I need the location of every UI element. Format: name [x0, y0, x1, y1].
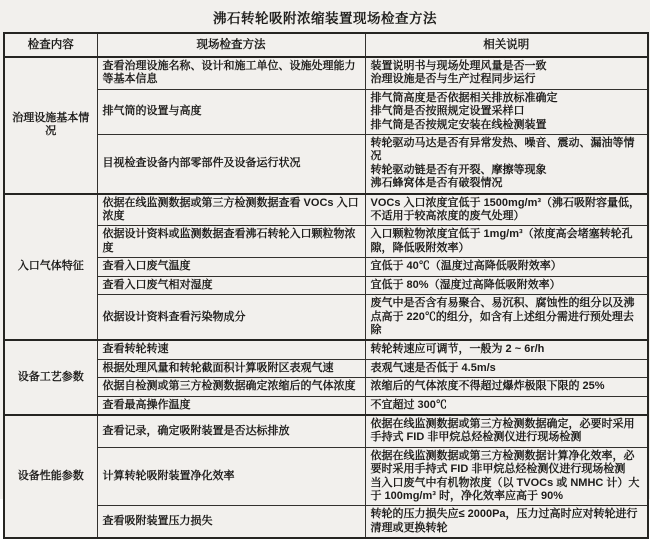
method-cell: 排气筒的设置与高度: [97, 89, 365, 134]
method-cell: 查看入口废气温度: [97, 258, 365, 276]
column-header-inspection-content: 检查内容: [4, 33, 97, 57]
table-row: [4, 57, 648, 89]
table-row: [4, 415, 648, 447]
column-header-related-notes: 相关说明: [365, 33, 648, 57]
note-line: 宜低于 80%（湿度过高降低吸附效率）: [370, 278, 561, 291]
method-cell: 依据在线监测数据或第三方检测数据查看 VOCs 入口浓度: [97, 194, 365, 226]
table-row: [4, 135, 648, 194]
notes-cell: [365, 194, 648, 226]
note-line: 依据在线监测数据或第三方检测数据计算净化效率，必要时采用手持式 FID 非甲烷总烃检测仪进行现场检测: [370, 449, 635, 476]
note-line: 转轮转速应可调节，一般为 2 ~ 6r/h: [370, 343, 545, 356]
note-line: 宜低于 40℃（温度过高降低吸附效率）: [370, 260, 562, 273]
column-header-field-method: 现场检查方法: [97, 33, 365, 57]
table-row: [4, 359, 648, 377]
category-cell: 入口气体特征: [4, 194, 97, 341]
notes-cell: [365, 506, 648, 538]
note-line: 当入口废气中有机物浓度（以 TVOCs 或 NMHC 计）大于 100mg/m³ 时，净化效率应高于 90%: [370, 476, 640, 502]
note-line: 转轮驱动链是否有开裂、摩擦等现象: [370, 163, 547, 176]
note-line: 转轮驱动马达是否有异常发热、噪音、震动、漏油等情况: [370, 137, 635, 163]
note-line: VOCs 入口浓度宜低于 1500mg/m³（沸石吸附容量低，不适用于较高浓度的废气处理）: [370, 196, 641, 223]
notes-cell: [365, 396, 648, 415]
table-row: [4, 396, 648, 415]
table-header-row: [4, 33, 648, 57]
notes-cell: [365, 295, 648, 341]
category-cell: 治理设施基本情况: [4, 57, 97, 194]
note-line: 沸石蜂窝体是否有破裂情况: [370, 177, 503, 190]
method-cell: 目视检查设备内部零部件及设备运行状况: [97, 135, 365, 194]
notes-cell: [365, 135, 648, 194]
note-line: 排气筒是否按规定安装在线检测装置: [370, 118, 547, 131]
method-cell: 依据自检测或第三方检测数据确定浓缩后的气体浓度: [97, 378, 365, 396]
table-row: [4, 89, 648, 134]
notes-cell: [365, 226, 648, 258]
method-cell: 计算转轮吸附装置净化效率: [97, 447, 365, 506]
note-line: 转轮的压力损失应≤ 2000Pa，压力过高时应对转轮进行清理或更换转轮: [370, 508, 638, 534]
category-cell: 设备性能参数: [4, 415, 97, 538]
notes-cell: [365, 359, 648, 377]
notes-cell: [365, 89, 648, 134]
notes-cell: [365, 276, 648, 294]
note-line: 入口颗粒物浓度宜低于 1mg/m³（浓度高会堵塞转轮孔隙，降低吸附效率）: [370, 228, 633, 254]
method-cell: 查看入口废气相对湿度: [97, 276, 365, 294]
method-cell: 依据设计资料查看污染物成分: [97, 295, 365, 341]
method-cell: 查看最高操作温度: [97, 396, 365, 415]
method-cell: 查看转轮转速: [97, 340, 365, 359]
notes-cell: [365, 378, 648, 396]
note-line: 装置说明书与现场处理风量是否一致: [370, 60, 547, 73]
inspection-table-body: [4, 57, 648, 538]
notes-cell: [365, 340, 648, 359]
method-cell: 查看治理设施名称、设计和施工单位、设施处理能力等基本信息: [97, 57, 365, 89]
note-line: 排气筒是否按照规定设置采样口: [370, 105, 525, 118]
table-row: [4, 340, 648, 359]
method-cell: 查看记录，确定吸附装置是否达标排放: [97, 415, 365, 447]
table-row: [4, 378, 648, 396]
table-row: [4, 506, 648, 538]
notes-cell: [365, 415, 648, 447]
notes-cell: [365, 447, 648, 506]
method-cell: 查看吸附装置压力损失: [97, 506, 365, 538]
method-cell: 根据处理风量和转轮截面积计算吸附区表观气速: [97, 359, 365, 377]
notes-cell: [365, 258, 648, 276]
note-line: 废气中是否含有易聚合、易沉积、腐蚀性的组分以及沸点高于 220℃的组分，如含有上述组分需进行预处理去除: [370, 297, 635, 336]
category-cell: 设备工艺参数: [4, 340, 97, 415]
table-row: [4, 447, 648, 506]
note-line: 表观气速是否低于 4.5m/s: [370, 361, 496, 374]
table-row: [4, 295, 648, 341]
note-line: 排气筒高度是否依据相关排放标准确定: [370, 91, 558, 104]
method-cell: 依据设计资料或监测数据查看沸石转轮入口颗粒物浓度: [97, 226, 365, 258]
document-title: 沸石转轮吸附浓缩装置现场检查方法: [213, 11, 437, 26]
table-row: [4, 194, 648, 226]
note-line: 不宜超过 300℃: [370, 398, 447, 411]
note-line: 依据在线监测数据或第三方检测数据确定，必要时采用手持式 FID 非甲烷总烃检测仪进行现场检测: [370, 417, 635, 444]
note-line: 浓缩后的气体浓度不得超过爆炸极限下限的 25%: [370, 380, 605, 393]
notes-cell: [365, 57, 648, 89]
table-row: [4, 276, 648, 294]
table-row: [4, 226, 648, 258]
table-row: [4, 258, 648, 276]
note-line: 治理设施是否与生产过程同步运行: [370, 73, 536, 86]
inspection-table: [3, 32, 649, 539]
